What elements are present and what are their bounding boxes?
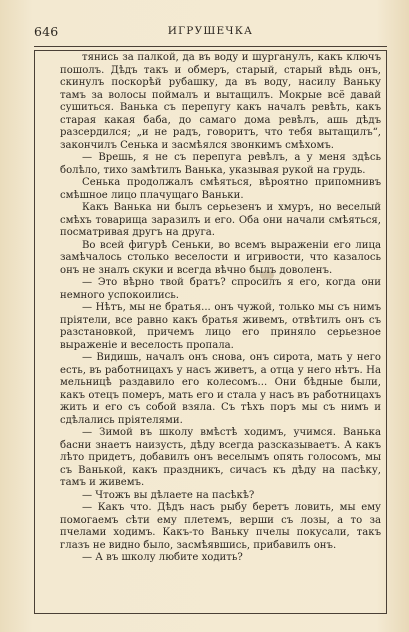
paragraph: — Это вѣрно твой братъ? спросилъ я его, когда они немного успокоились. — [60, 277, 381, 301]
page-header — [34, 24, 387, 47]
paragraph: Какъ Ванька ни былъ серьезенъ и хмуръ, но веселый смѣхъ товарища заразилъ и его. Оба они начали смѣяться, посматривая другъ на друга. — [60, 202, 381, 238]
paragraph: — А въ школу любите ходить? — [82, 552, 243, 563]
page-body — [60, 52, 381, 565]
paragraph: — Зимой въ школу вмѣстѣ ходимъ, учимся. Ванька басни знаетъ наизусть, дѣду всегда разсказываетъ. А какъ лѣто придетъ, добавилъ онъ веселымъ опять голосомъ, мы съ Ванькой, какъ праздникъ, сичасъ къ дѣду на пасѣку, тамъ и живемъ. — [60, 427, 381, 488]
paragraph: — Нѣтъ, мы не братья... онъ чужой, только мы съ нимъ пріятели, все равно какъ братья живемъ, отвѣтилъ онъ съ разстановкой, причемъ лицо его приняло серьезное выраженіе и веселость пропала. — [60, 302, 381, 351]
paragraph: Во всей фигурѣ Сеньки, во всемъ выраженіи его лица замѣчалось столько веселости и игривости, что казалось онъ не зналъ скуки и всегда вѣчно былъ доволенъ. — [60, 239, 381, 276]
running-title: ИГРУШЕЧКА — [167, 25, 254, 37]
page-number: 646 — [34, 24, 59, 39]
paragraph: — Видишь, началъ онъ снова, онъ сирота, мать у него есть, въ работницахъ у насъ живетъ, а отца у него нѣтъ. На мельницѣ раздавило его колесомъ... Они бѣдные были, какъ отецъ померъ, мать его и стала у насъ въ работницахъ жить и его съ собой взяла. Съ тѣхъ поръ мы съ нимъ и сдѣлались пріятелями. — [60, 352, 381, 426]
paragraph: — Врешь, я не съ перепуга ревѣлъ, а у меня здѣсь болѣло, тихо замѣтилъ Ванька, указывая рукой на грудь. — [60, 152, 381, 176]
paragraph: — Чтожъ вы дѣлаете на пасѣкѣ? — [82, 489, 255, 501]
paragraph: — Какъ что. Дѣдъ насъ рыбу беретъ ловить, мы ему помогаемъ сѣти ему плетемъ, верши съ лозы, а то за пчелами ходимъ. Какъ-то Ваньку пчелы покусали, такъ глазъ не видно было, засмѣявшись, прибавилъ онъ. — [60, 502, 381, 551]
paragraph: тянись за палкой, да въ воду и шурганулъ, какъ ключъ пошолъ. Дѣдъ такъ и обмеръ, старый, старый вѣдь онъ, скинулъ поскорѣй рубашку, да въ воду, насилу Ваньку тамъ за волосы поймалъ и вытащилъ. Мокрые всё давай сушиться. Ванька съ перепугу какъ началъ ревѣть, какъ старая какая баба, до самаго дома ревѣлъ, ашь дѣдъ разсердился; „и не радъ, говоритъ, что тебя вытащилъ“, закончилъ Сенька и засмѣялся звонкимъ смѣхомъ. — [60, 52, 381, 151]
paragraph: Сенька продолжалъ смѣяться, вѣроятно припомнивъ смѣшное лицо плачущаго Ваньки. — [60, 177, 381, 201]
